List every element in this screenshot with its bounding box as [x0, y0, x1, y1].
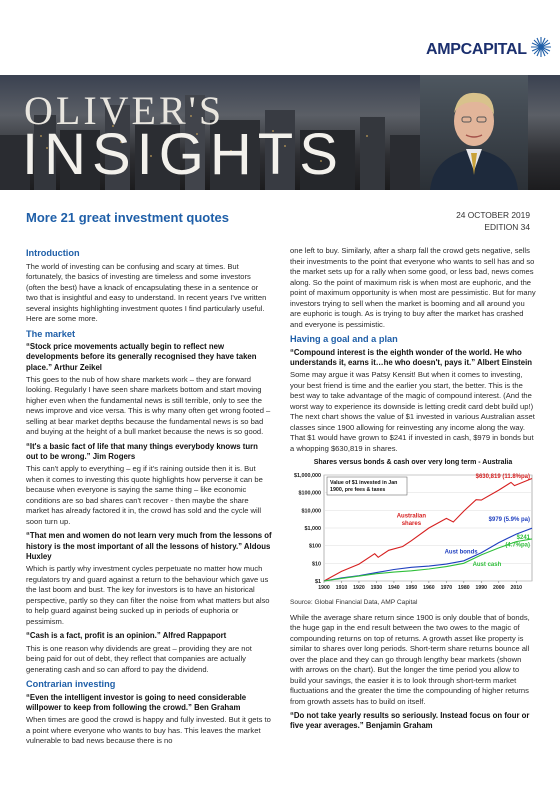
article-date: 24 OCTOBER 2019	[456, 210, 530, 220]
y-tick-label: $100	[309, 543, 321, 550]
paragraph: This is one reason why dividends are great – providing they are not being paid for out of debt, they reflect that companies are actually generating cash and so can afford to pay the dividend.	[26, 643, 252, 674]
author-portrait	[420, 75, 528, 190]
header-banner	[0, 75, 560, 190]
x-tick-label: 1940	[388, 584, 400, 591]
series-name-label: Aust cash	[472, 561, 502, 568]
x-tick-label: 1980	[458, 584, 470, 591]
quote: “Do not take yearly results so seriously. Instead focus on four or five year averages.” Benjamin Graham	[290, 711, 530, 731]
amp-capital-logo	[426, 36, 552, 63]
series-end-label: $241	[516, 534, 530, 541]
series-name-label: Aust bonds	[444, 549, 478, 556]
x-tick-label: 2010	[510, 584, 523, 591]
chart-svg	[290, 471, 536, 593]
x-tick-label: 1970	[440, 584, 453, 591]
paragraph: Which is partly why investment cycles perpetuate no matter how much regulators try and guard against a return to the behaviour which gave us the last boom and bust. The key for investors is to have an historical perspective, partly so they can filter the noise from what matters but also to help guard against being sucked up in periods of euphoria or pessimism.	[26, 564, 270, 626]
banner-title-insights: INSIGHTS	[22, 122, 344, 187]
x-tick-label: 1990	[475, 584, 488, 591]
brand-name: AMPCAPITAL	[426, 40, 527, 58]
paragraph: The world of investing can be confusing and scary at times. But fortunately, the basics of investing are timeless and some investors (often the best) have a knack of encapsulating these in a sentence or two that is insightful and easy to understand. In recent years I've written several insights highlighting investment quotes I find particularly useful. Here are some more.	[26, 261, 267, 323]
series-end-label: $630,819 (11.8%pa)	[475, 473, 530, 480]
x-tick-label: 1960	[423, 584, 435, 591]
quote: “Stock price movements actually begin to reflect new developments before its generally recognised they have taken place.” Arthur Zeikel	[26, 342, 257, 372]
series-name-label: Australian	[396, 512, 427, 519]
section-heading: The market	[26, 328, 76, 339]
inset-note-line: 1900, pre fees & taxes	[330, 486, 386, 493]
right-column-bottom	[290, 613, 536, 732]
quote: “It's a basic fact of life that many things everybody knows turn out to be wrong.” Jim Rogers	[26, 441, 258, 462]
paragraph: Some may argue it was Patsy Kensit! But when it comes to investing, your best friend is time and the earlier you start, the better. This is the best way to take advantage of the magic of compound interest. (And the worst way to experience its downside is letting credit card debt build up!) The next chart shows the value of $1 invested in various Australian asset classes since 1900 allowing for reinvesting any income along the way. That $1 would have grown to $241 if invested in cash, $979 in bonds but a whopping $630,819 in shares.	[290, 370, 535, 453]
paragraph: This can't apply to everything – eg if it's raining outside then it is. But when it comes to investing this quote highlights how perverse it can be because when everyone is saying the same thing – like economic conditions are so bad shares can't recover - then maybe the share market has already factored it in, the crowd has sold and the cycle will soon turn up.	[26, 464, 263, 526]
y-tick-label: $10	[312, 560, 321, 567]
y-tick-label: $10,000	[301, 507, 321, 514]
banner-title-olivers: OLIVER'S	[24, 88, 225, 133]
left-column	[26, 246, 272, 751]
series-end-label: $979 (5.9% pa)	[488, 516, 530, 523]
series-name-label: shares	[401, 520, 422, 527]
section-heading: Contrarian investing	[26, 679, 116, 690]
chart-title: Shares versus bonds & cash over very long term - Australia	[313, 459, 513, 467]
quote: “Compound interest is the eighth wonder of the world. He who understands it, earns it…he who doesn't, pays it.” Albert Einstein	[290, 347, 533, 367]
y-tick-label: $1	[315, 578, 321, 585]
article-dateline	[456, 209, 530, 233]
section-heading: Introduction	[26, 248, 80, 258]
article-title: More 21 great investment quotes	[26, 210, 229, 225]
inset-note-line: Value of $1 invested in Jan	[330, 479, 398, 486]
compounding-chart	[290, 458, 536, 609]
article-edition: EDITION 34	[484, 222, 530, 232]
quote: “Even the intelligent investor is going to need considerable willpower to keep from following the crowd.” Ben Graham	[26, 692, 247, 712]
paragraph: While the average share return since 1900 is only double that of bonds, the huge gap in the end result between the two owes to the magic of compounding returns on top of returns. A growth asset like property is similar to shares over long periods. Short-term share returns bounce all over the place and they can go through lengthy bear markets (shown with arrows on the chart). But the longer the time period you allow to build your savings, the easier it is to look through short-term market fluctuations and the greater the time the compounding of higher returns from growth assets has to build on itself.	[290, 612, 530, 706]
section-heading: Having a goal and a plan	[290, 334, 398, 344]
x-tick-label: 1930	[370, 584, 383, 591]
right-column-top	[290, 246, 536, 454]
x-tick-label: 1910	[335, 584, 348, 591]
right-column	[290, 246, 536, 734]
chart-source: Source: Global Financial Data, AMP Capital	[290, 599, 418, 607]
x-tick-label: 1950	[405, 584, 418, 591]
paragraph: When times are good the crowd is happy and fully invested. But it gets to a point where everyone who wants to buy has. This leaves the market vulnerable to bad news because there is no	[26, 715, 271, 746]
x-tick-label: 1920	[353, 584, 365, 591]
y-tick-label: $1,000,000	[294, 472, 321, 479]
y-tick-label: $1,000	[304, 525, 321, 532]
x-tick-label: 1900	[318, 584, 330, 591]
series-end-label: (4.7%pa)	[505, 542, 530, 549]
y-tick-label: $100,000	[298, 490, 321, 497]
quote: “That men and women do not learn very much from the lessons of history is the most important of all the lessons of history.” Aldous Huxley	[26, 531, 272, 562]
x-tick-label: 2000	[493, 584, 505, 591]
star-burst-icon	[530, 36, 552, 63]
quote: “Cash is a fact, profit is an opinion.” Alfred Rappaport	[26, 631, 227, 641]
paragraph: This goes to the nub of how share markets work – they are forward looking. Regularly I have seen share markets bottom and start moving higher even when the fundamental news is still terrible, only to see the news improve and vice versa. This is why many often get wrong footed – selling at bear market depths because the fundamental news is so bad and buying at the height of a bull market because the news is so good.	[26, 374, 271, 437]
paragraph: one left to buy. Similarly, after a sharp fall the crowd gets negative, sells their investments to the point that everyone who wants to sell has and so the market sets up for a rally when some good, or less bad, news comes along. So the point of maximum risk is when most are euphoric, and the point of maximum opportunity is when most are pessimistic. But for many investors trying to sell when the market is booming and all around you are euphoric is tough. As is trying to buy after the market has crashed and everyone is pessimistic.	[290, 246, 536, 329]
